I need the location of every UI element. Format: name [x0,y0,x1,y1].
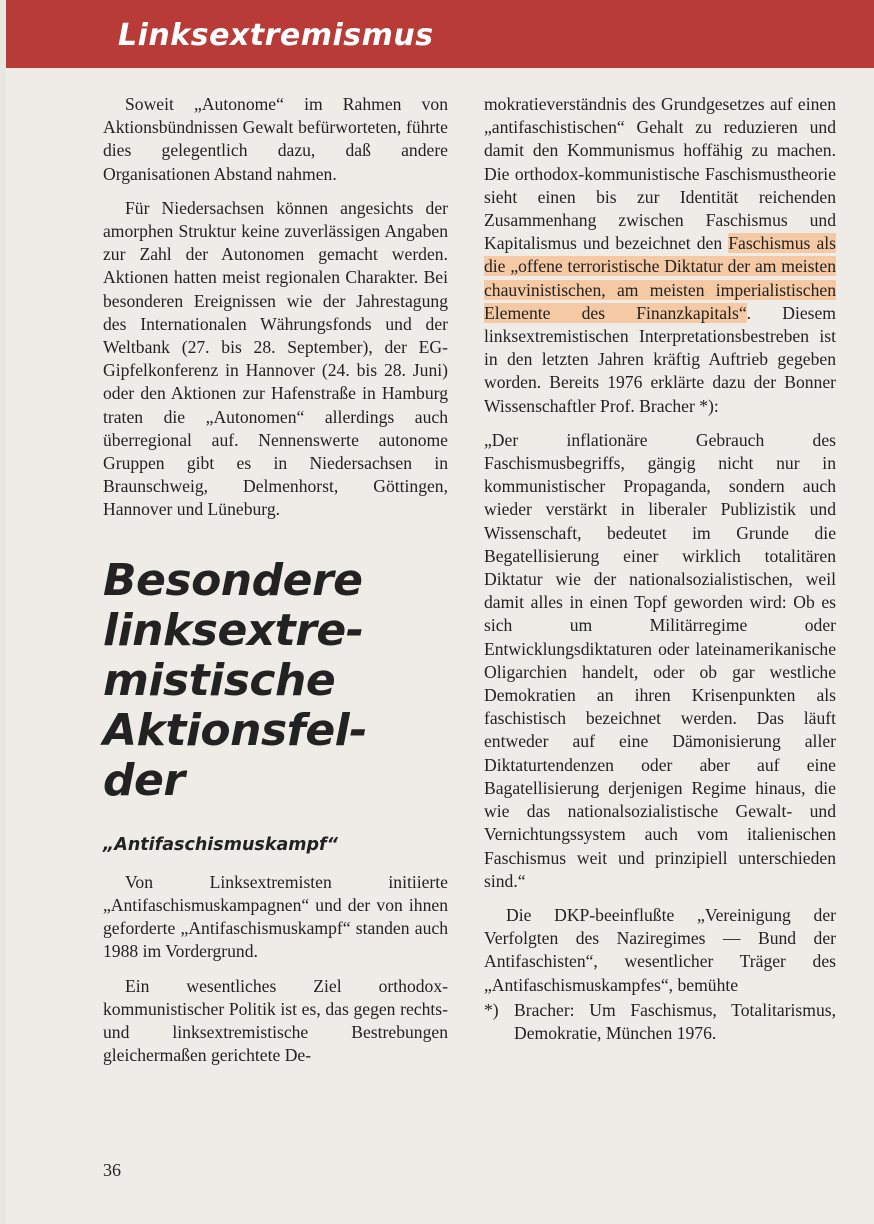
header-band [6,0,874,68]
right-column [484,93,836,1045]
text-run: mokratieverständnis des Grundgesetzes auf einen „antifaschistischen“ Gehalt zu reduzieren und damit den Kommunismus hoffähig zu machen. Die orthodox-kommunistische Faschismustheorie sieht einen bis zur Identität reichenden Zusammenhang zwischen Faschismus und Kapitalismus und bezeichnet den [484,94,836,254]
heading-line: linksextre- [103,604,364,656]
section-title: Linksextremismus [118,18,434,53]
document-page [6,0,874,1224]
heading-line: mistische [103,654,336,706]
footnote [484,999,836,1045]
paragraph: Soweit „Autonome“ im Rahmen von Aktionsbündnissen Gewalt befürworteten, führte dies gelegentlich dazu, daß andere Organisationen Abstand nahmen. [103,94,448,184]
footnote-text: Bracher: Um Faschismus, Totalitarismus, Demokratie, München 1976. [514,999,836,1043]
paragraph [484,93,836,418]
highlighted-text: Faschismus als die „offene terroristische Diktatur der am meisten chauvinistischen, am meisten imperialistischen Elemente des Finanzkapitals“ [484,233,836,323]
text-run: . Diesem linksextremistischen Interpretationsbestreben ist in den letzten Jahren kräftig Auftrieb gegeben worden. Bereits 1976 erklärte dazu der Bonner Wissenschaftler Prof. Bracher *): [484,302,836,416]
chapter-heading [103,556,448,806]
page-number: 36 [103,1160,121,1180]
subheading: „Antifaschismuskampf“ [103,834,338,855]
paragraph: Die DKP-beeinflußte „Vereinigung der Verfolgten des Naziregimes — Bund der Antifaschisten“, wesentlicher Träger des „Antifaschismuskampfes“, bemühte [484,904,836,995]
paragraph: Ein wesentliches Ziel orthodox-kommunistischer Politik ist es, das gegen rechts- und linksextremistische Bestrebungen gleichermaßen gerichtete De- [103,975,448,1066]
heading-line: Besondere [103,554,363,606]
paragraph: Von Linksextremisten initiierte „Antifaschismuskampagnen“ und der von ihnen geforderte „Antifaschismuskampf“ standen auch 1988 im Vordergrund. [103,871,448,962]
heading-line: Aktionsfel- [103,704,367,756]
left-column [103,93,448,1078]
paragraph: Für Niedersachsen können angesichts der amorphen Struktur keine zuverlässigen Angaben zur Zahl der Autonomen gemacht werden. Aktionen hatten meist regionalen Charakter. Bei besonderen Ereignissen wie der Jahrestagung des Internationalen Währungsfonds und der Weltbank (27. bis 28. September), der EG-Gipfelkonferenz in Hannover (24. bis 28. Juni) oder den Aktionen zur Hafenstraße in Hamburg traten die „Autonomen“ allerdings auch überregional auf. Nennenswerte autonome Gruppen gibt es in Niedersachsen in Braunschweig, Delmenhorst, Göttingen, Hannover und Lüneburg. [103,197,448,520]
block-quote: „Der inflationäre Gebrauch des Faschismusbegriffs, gängig nicht nur in kommunistischer Propaganda, sondern auch wieder verstärkt in liberaler Publizistik und Wissenschaft, bedeutet im Grunde die Begatellisierung einer wirklich totalitären Diktatur wie der nationalsozialistischen, weil damit alles in einen Topf geworden wird: Ob es sich um Militärregime oder Entwicklungsdiktaturen oder lateinamerikanische Oligarchien handelt, oder ob gar westliche Demokratien an ihren Krisenpunkten als faschistisch bezeichnet werden. Das läuft entweder auf eine Dämonisierung aller Diktaturtendenzen oder aber auf eine Bagatellisierung derjenigen Regime hinaus, die wie das nationalsozialistische Gewalt- und Vernichtungssystem auch vom italienischen Faschismus weit und prinzipiell unterschieden sind.“ [484,429,836,891]
footnote-mark: *) [484,999,499,1020]
heading-line: der [103,754,185,806]
